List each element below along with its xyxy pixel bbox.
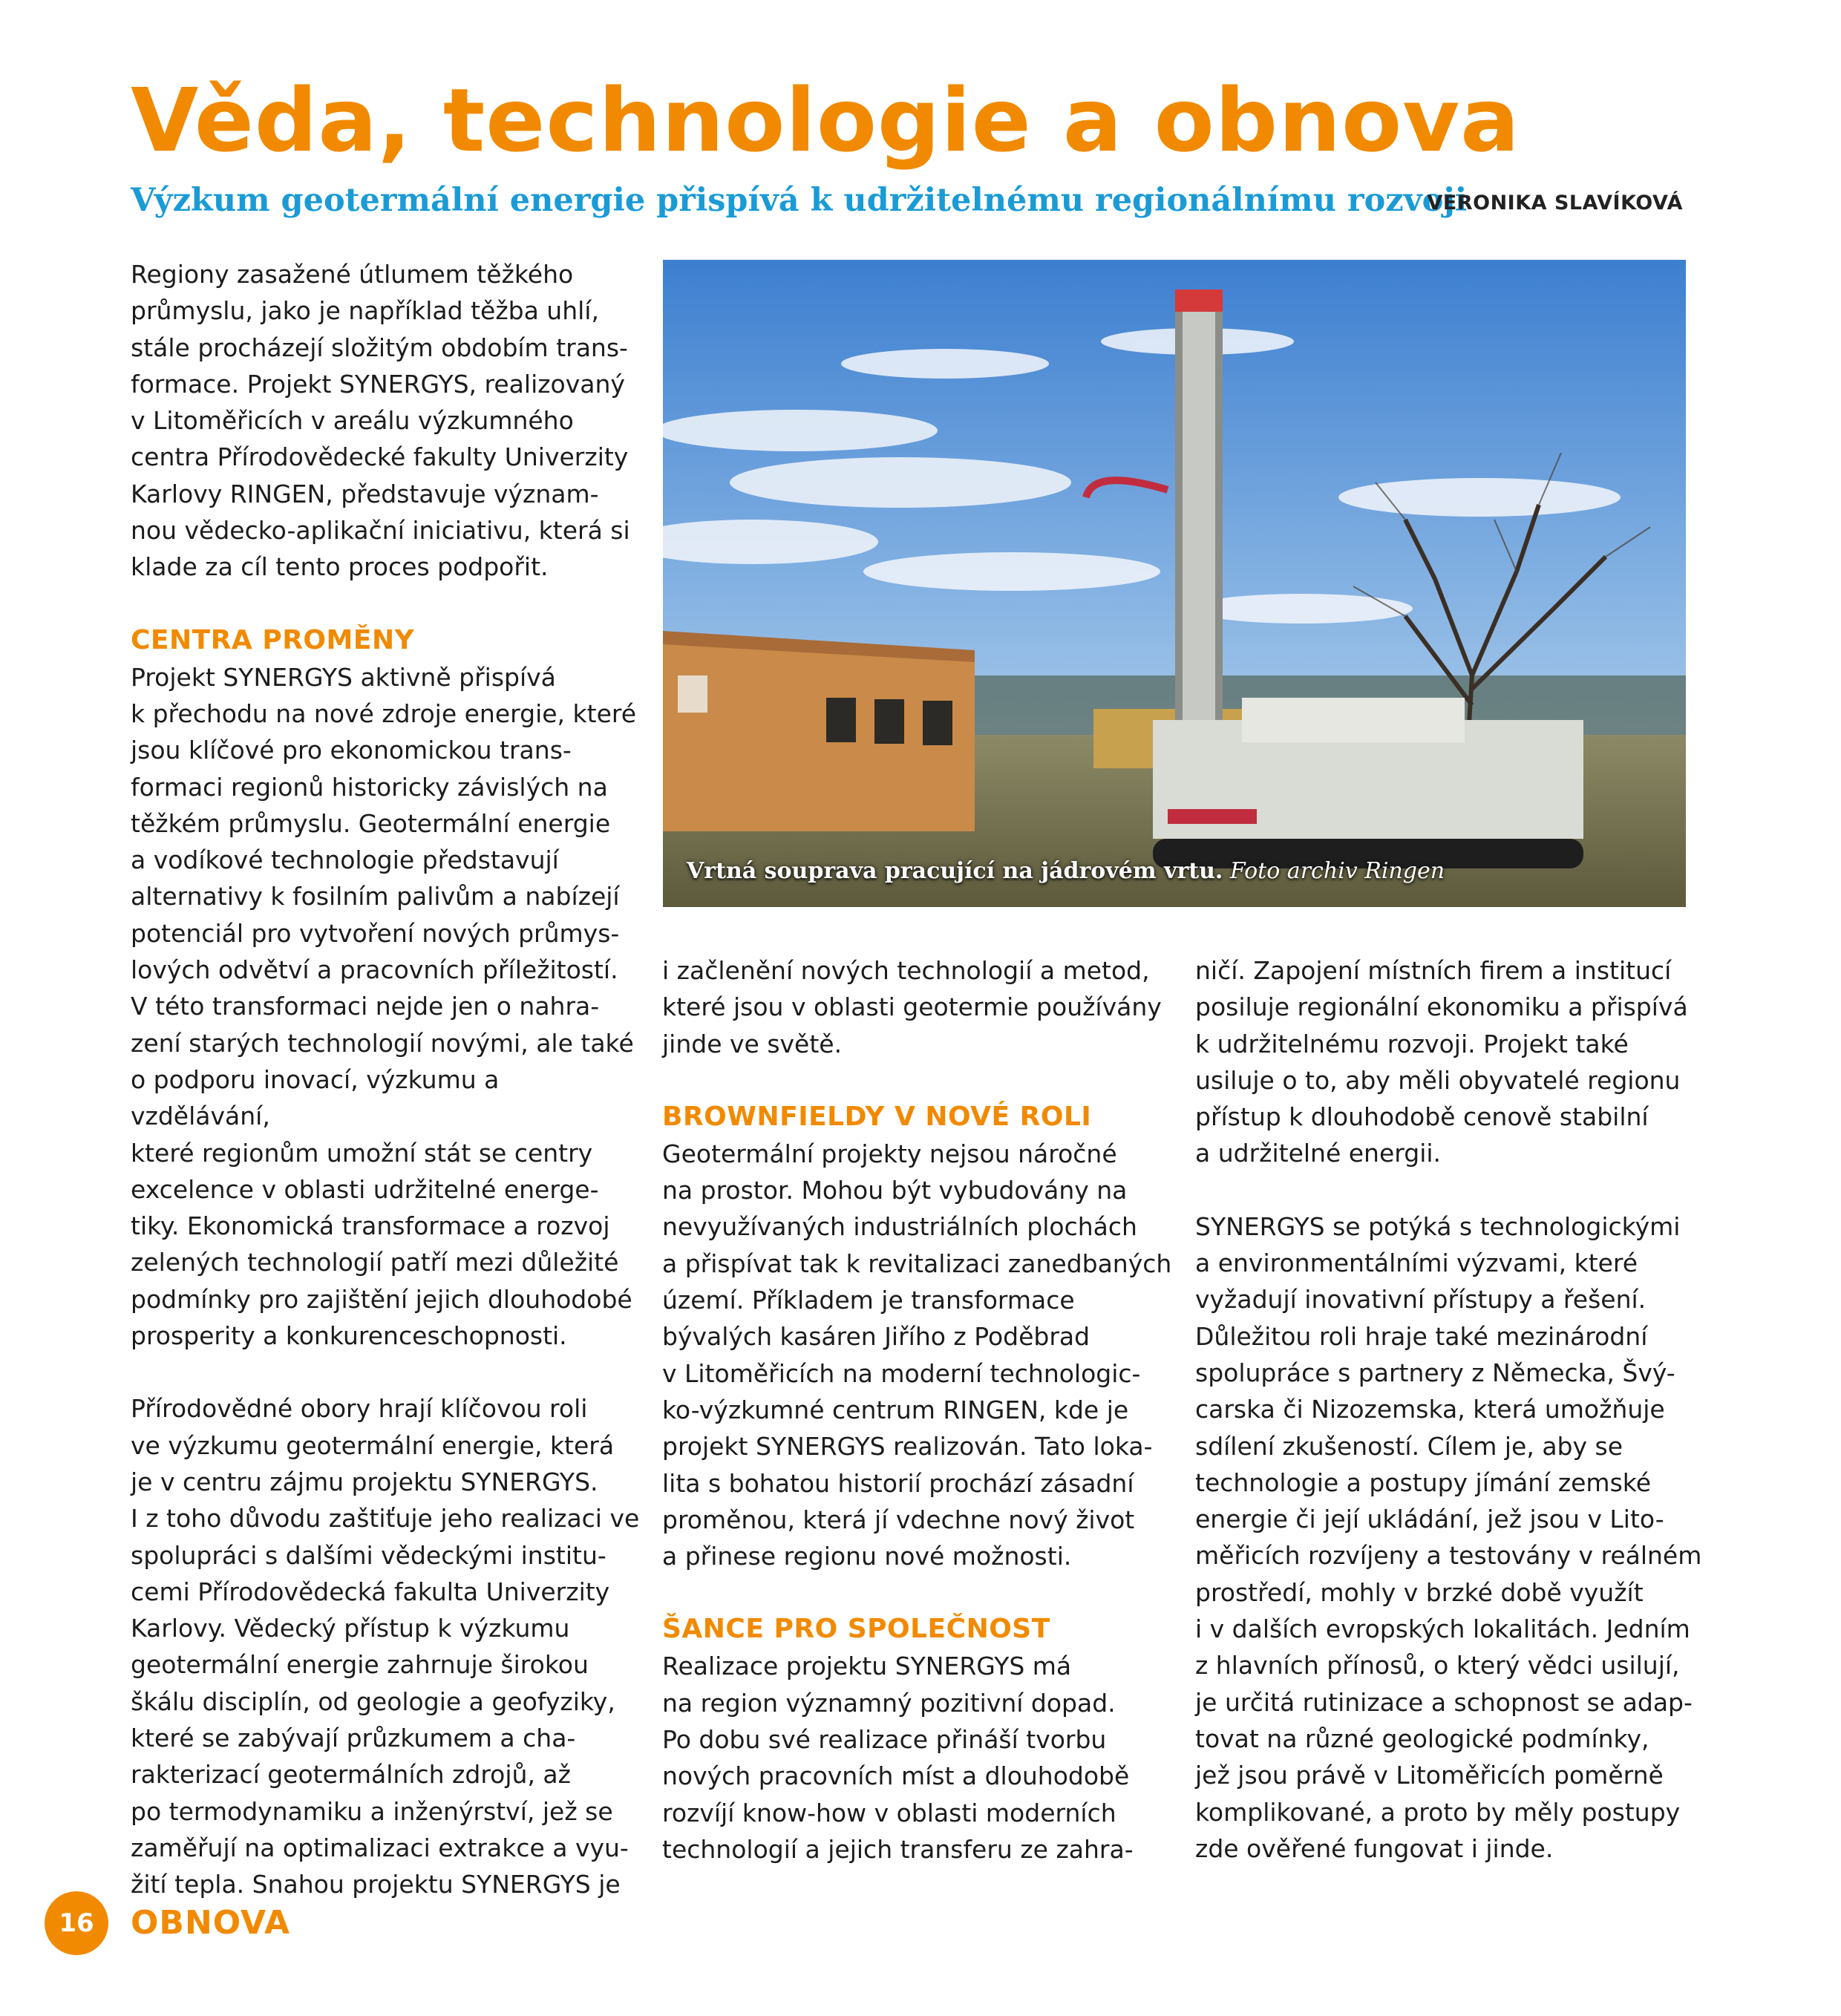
text-line: rozvíjí know-how v oblasti moderních xyxy=(662,1798,1116,1827)
text-line: SYNERGYS se potýká s technologickými xyxy=(1195,1211,1681,1241)
section-heading: ŠANCE PRO SPOLEČNOST xyxy=(662,1614,1050,1645)
text-line: Přírodovědné obory hrají klíčovou roli xyxy=(131,1394,588,1424)
article-paragraph xyxy=(662,1648,1174,1868)
article-paragraph xyxy=(1195,952,1707,1172)
text-line: a přinese regionu nové možnosti. xyxy=(662,1542,1072,1571)
text-line: ko-výzkumné centrum RINGEN, kde je xyxy=(662,1395,1129,1424)
text-line: prosperity a konkurenceschopnosti. xyxy=(131,1321,567,1351)
text-line: tiky. Ekonomická transformace a rozvoj xyxy=(131,1211,610,1241)
text-line: prostředí, mohly v brzké době využít xyxy=(1195,1577,1644,1607)
author-name: VERONIKA SLAVÍKOVÁ xyxy=(1427,192,1683,215)
text-line: spolupráci s dalšími vědeckými institu- xyxy=(131,1540,606,1570)
text-line: zení starých technologií novými, ale také xyxy=(131,1028,634,1058)
text-line: carska či Nizozemska, která umožňuje xyxy=(1195,1395,1665,1424)
text-line: po termodynamiku a inženýrství, jež se xyxy=(131,1796,613,1826)
text-line: formaci regionů historicky závislých na xyxy=(131,772,608,802)
text-line: a vodíkové technologie představují xyxy=(131,845,559,875)
text-line: lita s bohatou historií prochází zásadní xyxy=(662,1468,1134,1498)
text-line: komplikované, a proto by měly postupy xyxy=(1195,1797,1681,1827)
photo-credit: Foto archiv Ringen xyxy=(1229,858,1445,884)
article-paragraph xyxy=(662,1136,1174,1575)
text-line: zaměřují na optimalizaci extrakce a vyu- xyxy=(131,1833,629,1862)
article-column-3 xyxy=(1195,952,1707,1867)
text-line: a přispívat tak k revitalizaci zanedbaných xyxy=(662,1248,1172,1278)
text-line: které regionům umožní stát se centry xyxy=(131,1138,593,1168)
text-line: Karlovy. Vědecký přístup k výzkumu xyxy=(131,1614,570,1643)
photo-caption xyxy=(687,857,1445,886)
text-line: škálu disciplín, od geologie a geofyziky, xyxy=(131,1686,615,1716)
text-line: území. Příkladem je transformace xyxy=(662,1286,1075,1315)
article-photo xyxy=(663,260,1686,907)
text-line: potenciál pro vytvoření nových průmys- xyxy=(131,918,620,948)
text-line: geotermální energie zahrnuje širokou xyxy=(131,1650,589,1680)
drilling-rig-photo xyxy=(663,260,1686,907)
page-title: Věda, technologie a obnova xyxy=(131,69,1520,171)
article-paragraph xyxy=(131,256,643,586)
text-line: rakterizací geotermálních zdrojů, až xyxy=(131,1760,571,1790)
text-line: zelených technologií patří mezi důležité xyxy=(131,1248,619,1277)
article-paragraph xyxy=(131,1390,643,1902)
text-line: vyžadují inovativní přístupy a řešení. xyxy=(1195,1285,1647,1315)
text-line: bývalých kasáren Jiřího z Poděbrad xyxy=(662,1322,1090,1352)
text-line: a environmentálními výzvami, které xyxy=(1195,1248,1638,1278)
text-line: energie či její ukládání, jež jsou v Lito- xyxy=(1195,1505,1664,1534)
text-line: o podporu inovací, výzkumu a vzdělávání, xyxy=(131,1064,500,1131)
text-line: Důležitou roli hraje také mezinárodní xyxy=(1195,1321,1648,1351)
text-line: měřicích rozvíjeny a testovány v reálném xyxy=(1195,1541,1702,1571)
text-line: přístup k dlouhodobě cenově stabilní xyxy=(1195,1102,1649,1132)
section-name: OBNOVA xyxy=(131,1904,291,1942)
article-column-2 xyxy=(662,952,1174,1868)
article-paragraph xyxy=(1195,1208,1707,1867)
text-line: Projekt SYNERGYS aktivně přispívá xyxy=(131,662,556,692)
paragraph-gap xyxy=(662,1574,1174,1611)
text-line: zde ověřené fungovat i jinde. xyxy=(1195,1833,1554,1863)
text-line: z hlavních přínosů, o který vědci usilují, xyxy=(1195,1651,1680,1680)
text-line: Geotermální projekty nejsou náročné xyxy=(662,1139,1117,1168)
text-line: které jsou v oblasti geotermie používány xyxy=(662,992,1162,1022)
text-line: usiluje o to, aby měli obyvatelé regionu xyxy=(1195,1065,1681,1095)
page-subtitle: Výzkum geotermální energie přispívá k udržitelnému regionálnímu rozvoji xyxy=(131,182,1468,219)
text-line: lových odvětví a pracovních příležitostí. xyxy=(131,955,618,985)
text-line: jinde ve světě. xyxy=(662,1029,843,1058)
text-line: Regiony zasažené útlumem těžkého xyxy=(131,260,574,289)
text-line: excelence v oblasti udržitelné energe- xyxy=(131,1174,599,1204)
text-line: průmyslu, jako je například těžba uhlí, xyxy=(131,296,599,326)
article-paragraph xyxy=(131,659,643,1355)
text-line: projekt SYNERGYS realizován. Tato loka- xyxy=(662,1432,1153,1462)
text-line: k přechodu na nové zdroje energie, které xyxy=(131,698,637,728)
text-line: V této transformaci nejde jen o nahra- xyxy=(131,992,600,1021)
text-line: Realizace projektu SYNERGYS má xyxy=(662,1652,1072,1681)
article-paragraph xyxy=(662,952,1174,1062)
text-line: je určitá rutinizace a schopnost se adap- xyxy=(1195,1687,1693,1717)
text-line: jež jsou právě v Litoměřicích poměrně xyxy=(1195,1761,1664,1790)
text-line: těžkém průmyslu. Geotermální energie xyxy=(131,808,611,838)
text-line: podmínky pro zajištění jejich dlouhodobé xyxy=(131,1284,632,1314)
paragraph-gap xyxy=(1195,1172,1707,1208)
text-line: centra Přírodovědecké fakulty Univerzity xyxy=(131,442,629,472)
text-line: I z toho důvodu zaštiťuje jeho realizaci ve xyxy=(131,1504,640,1534)
text-line: posiluje regionální ekonomiku a přispívá xyxy=(1195,992,1688,1022)
article-column-1 xyxy=(131,256,643,1902)
text-line: cemi Přírodovědecká fakulta Univerzity xyxy=(131,1577,610,1606)
text-line: i v dalších evropských lokalitách. Jedním xyxy=(1195,1614,1690,1644)
text-line: nových pracovních míst a dlouhodobě xyxy=(662,1761,1130,1791)
text-line: a udržitelné energii. xyxy=(1195,1139,1442,1168)
text-line: na prostor. Mohou být vybudovány na xyxy=(662,1176,1128,1205)
text-line: na region významný pozitivní dopad. xyxy=(662,1688,1116,1718)
text-line: ve výzkumu geotermální energie, která xyxy=(131,1430,615,1460)
text-line: spolupráce s partnery z Německa, Švý- xyxy=(1195,1358,1675,1387)
text-line: sdílení zkušeností. Cílem je, aby se xyxy=(1195,1431,1623,1461)
text-line: Karlovy RINGEN, představuje význam- xyxy=(131,479,599,508)
text-line: které se zabývají průzkumem a cha- xyxy=(131,1723,576,1752)
section-heading: CENTRA PROMĚNY xyxy=(131,624,415,655)
text-line: jsou klíčové pro ekonomickou trans- xyxy=(131,736,572,765)
text-line: ničí. Zapojení místních firem a institucí xyxy=(1195,956,1672,985)
text-line: nou vědecko-aplikační iniciativu, která si xyxy=(131,516,630,546)
text-line: technologií a jejich transferu ze zahra- xyxy=(662,1834,1134,1864)
text-line: klade za cíl tento proces podpořit. xyxy=(131,552,549,582)
text-line: alternativy k fosilním palivům a nabízejí xyxy=(131,882,620,912)
text-line: Po dobu své realizace přináší tvorbu xyxy=(662,1725,1107,1755)
text-line: v Litoměřicích v areálu výzkumného xyxy=(131,406,574,436)
text-line: v Litoměřicích na moderní technologic- xyxy=(662,1358,1141,1388)
text-line: proměnou, která jí vdechne nový život xyxy=(662,1505,1135,1534)
text-line: žití tepla. Snahou projektu SYNERGYS je xyxy=(131,1870,621,1899)
text-line: stále procházejí složitým obdobím trans- xyxy=(131,333,628,362)
text-line: je v centru zájmu projektu SYNERGYS. xyxy=(131,1467,598,1496)
caption-text: Vrtná souprava pracující na jádrovém vrtu. xyxy=(687,858,1223,884)
text-line: nevyužívaných industriálních plochách xyxy=(662,1212,1137,1242)
text-line: technologie a postupy jímání zemské xyxy=(1195,1467,1652,1497)
text-line: i začlenění nových technologií a metod, xyxy=(662,956,1150,985)
text-line: formace. Projekt SYNERGYS, realizovaný xyxy=(131,369,625,399)
text-line: k udržitelnému rozvoji. Projekt také xyxy=(1195,1029,1629,1058)
section-heading: BROWNFIELDY V NOVÉ ROLI xyxy=(662,1101,1092,1132)
paragraph-gap xyxy=(131,1354,643,1390)
page-number: 16 xyxy=(45,1891,108,1955)
paragraph-gap xyxy=(662,1062,1174,1099)
paragraph-gap xyxy=(131,586,643,622)
text-line: tovat na různé geologické podmínky, xyxy=(1195,1724,1649,1753)
